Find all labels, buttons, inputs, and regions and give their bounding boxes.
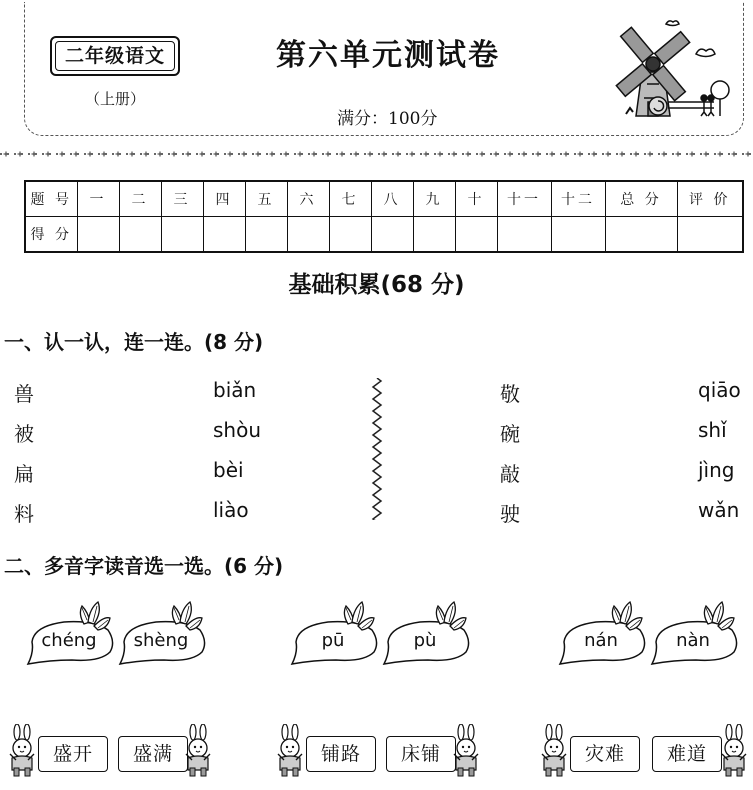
- question-2-title: 二、多音字读音选一选。(6 分): [4, 554, 284, 578]
- word-choice[interactable]: 盛满: [118, 736, 188, 772]
- left-pinyin[interactable]: biǎn: [213, 378, 257, 402]
- word-choice[interactable]: 盛开: [38, 736, 108, 772]
- full-score: 满分：100分: [337, 109, 438, 129]
- word-choice[interactable]: 难道: [652, 736, 722, 772]
- table-cell: 八: [371, 181, 413, 217]
- table-cell: 十一: [497, 181, 551, 217]
- score-input-cell[interactable]: [455, 217, 497, 253]
- table-cell: 七: [329, 181, 371, 217]
- grade-badge: [50, 36, 180, 76]
- page-title: 第六单元测试卷: [276, 38, 500, 73]
- score-input-cell[interactable]: [371, 217, 413, 253]
- score-input-cell[interactable]: [551, 217, 605, 253]
- right-pinyin[interactable]: wǎn: [698, 498, 740, 522]
- table-cell: 十: [455, 181, 497, 217]
- right-char[interactable]: 驶: [500, 502, 520, 526]
- score-input-cell[interactable]: [161, 217, 203, 253]
- right-char[interactable]: 敲: [500, 462, 520, 486]
- rabbit-icons: [0, 724, 753, 780]
- score-input-cell[interactable]: [605, 217, 677, 253]
- table-cell: 十二: [551, 181, 605, 217]
- right-char[interactable]: 敬: [500, 382, 520, 406]
- table-cell: 三: [161, 181, 203, 217]
- table-cell: 四: [203, 181, 245, 217]
- left-char[interactable]: 扁: [14, 462, 34, 486]
- table-cell: 六: [287, 181, 329, 217]
- dotted-divider: [0, 150, 753, 158]
- left-pinyin[interactable]: liào: [213, 498, 249, 522]
- word-choice[interactable]: 床铺: [386, 736, 456, 772]
- score-input-cell[interactable]: [245, 217, 287, 253]
- table-cell: 题 号: [25, 181, 77, 217]
- volume-label: （上册）: [85, 90, 146, 108]
- leaf-pinyin[interactable]: shèng: [133, 630, 189, 651]
- left-char[interactable]: 被: [14, 422, 34, 446]
- right-pinyin[interactable]: shǐ: [698, 418, 727, 442]
- score-input-cell[interactable]: [77, 217, 119, 253]
- left-char[interactable]: 料: [14, 502, 34, 526]
- score-input-cell[interactable]: [119, 217, 161, 253]
- table-cell: 得 分: [25, 217, 77, 253]
- score-input-cell[interactable]: [287, 217, 329, 253]
- right-pinyin[interactable]: qiāo: [698, 378, 741, 402]
- leaf-pinyin[interactable]: nàn: [676, 630, 710, 651]
- table-cell: 二: [119, 181, 161, 217]
- score-input-cell[interactable]: [413, 217, 455, 253]
- right-pinyin[interactable]: jìng: [698, 458, 735, 482]
- word-choice[interactable]: 铺路: [306, 736, 376, 772]
- score-table-score-row: [25, 217, 743, 253]
- table-cell: 总 分: [605, 181, 677, 217]
- leaf-pinyin[interactable]: pù: [413, 630, 437, 651]
- score-input-cell[interactable]: [203, 217, 245, 253]
- score-input-cell[interactable]: [329, 217, 371, 253]
- leaf-shapes: [0, 596, 753, 670]
- leaf-pinyin[interactable]: pū: [321, 630, 345, 651]
- left-pinyin[interactable]: bèi: [213, 458, 244, 482]
- table-cell: 五: [245, 181, 287, 217]
- score-table-header-row: [25, 181, 743, 217]
- table-cell: 九: [413, 181, 455, 217]
- section-heading: 基础积累(68 分): [288, 272, 465, 298]
- score-table: [24, 180, 744, 253]
- left-char[interactable]: 兽: [14, 382, 34, 406]
- question-1-title: 一、认一认，连一连。(8 分): [4, 330, 264, 354]
- table-cell: 评 价: [677, 181, 743, 217]
- leaf-pinyin[interactable]: chéng: [41, 630, 97, 651]
- score-input-cell[interactable]: [677, 217, 743, 253]
- left-pinyin[interactable]: shòu: [213, 418, 262, 442]
- column-separator: [370, 378, 384, 520]
- right-char[interactable]: 碗: [500, 422, 520, 446]
- leaf-pinyin[interactable]: nán: [584, 630, 618, 651]
- windmill-illustration: [604, 18, 742, 130]
- word-choice[interactable]: 灾难: [570, 736, 640, 772]
- table-cell: 一: [77, 181, 119, 217]
- grade-label: 二年级语文: [55, 41, 175, 71]
- score-input-cell[interactable]: [497, 217, 551, 253]
